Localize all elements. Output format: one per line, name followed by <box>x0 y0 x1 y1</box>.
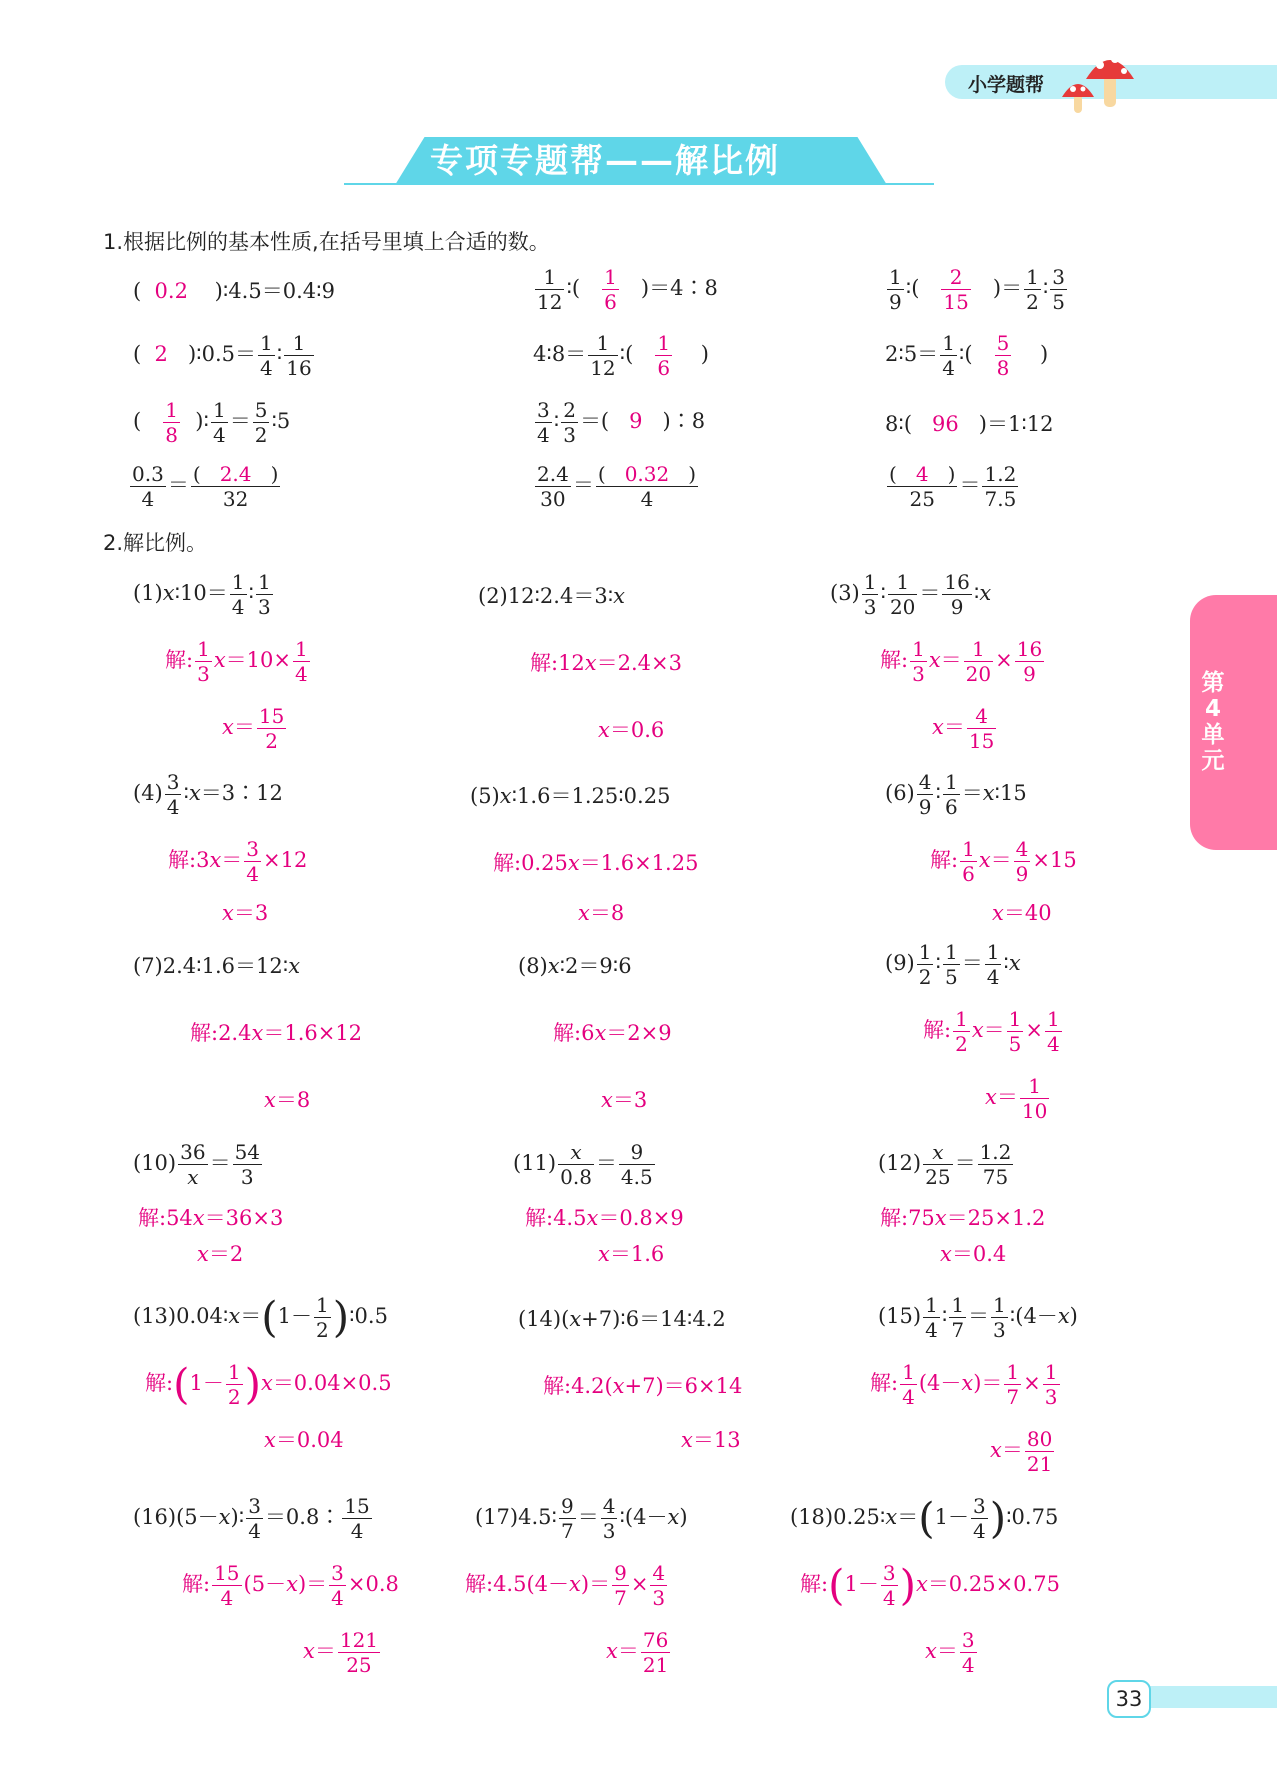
solution-answer: x＝8 <box>264 1088 311 1112</box>
solution-answer: x＝ $\frac{76}{21}$ <box>606 1628 669 1677</box>
solution-answer: x＝3 <box>222 901 269 925</box>
problem: (5)x∶1.6＝1.25∶0.25 <box>470 784 671 808</box>
mushroom-icon <box>1060 45 1140 115</box>
problem: (4) $\frac{3}{4}$ ∶x＝3∶12 <box>133 770 283 819</box>
q1-item: $\frac{2.4}{30}$ ＝ $\frac{( 0.32 )}{4}$ <box>537 462 697 511</box>
problem: (11) $\frac{x}{0.8}$ ＝ $\frac{9}{4.5}$ <box>513 1140 653 1189</box>
solution-step: 解: $\frac{1}{6}$ x＝ $\frac{4}{9}$ ×15 <box>930 837 1077 886</box>
q1-item: $\frac{3}{4}$ ∶ $\frac{2}{3}$ ＝( 9 )∶8 <box>537 398 706 447</box>
question-1-prompt: 1.根据比例的基本性质,在括号里填上合适的数。 <box>103 230 550 254</box>
unit-label: 第4单元 <box>1201 670 1225 774</box>
q1-item: $\frac{0.3}{4}$ ＝ $\frac{( 2.4 )}{32}$ <box>132 462 279 511</box>
solution-step: 解:(1－ $\frac{1}{2}$ )x＝0.04×0.5 <box>145 1359 392 1409</box>
problem: (16)(5－x)∶ $\frac{3}{4}$ ＝0.8∶ $\frac{15}{4}$ <box>133 1494 370 1543</box>
solution-step: 解:12x＝2.4×3 <box>530 651 682 675</box>
solution-answer: x＝ $\frac{15}{2}$ <box>222 704 285 753</box>
solution-step: 解:54x＝36×3 <box>138 1206 284 1230</box>
solution-step: 解:0.25x＝1.6×1.25 <box>493 851 699 875</box>
problem: (3) $\frac{1}{3}$ ∶ $\frac{1}{20}$ ＝ $\frac{16}{9}$ ∶x <box>830 570 992 619</box>
problem: (17)4.5∶ $\frac{9}{7}$ ＝ $\frac{4}{3}$ ∶(4－x) <box>475 1494 688 1543</box>
page-title: 专项专题帮——解比例 <box>430 141 780 180</box>
solution-step: 解:6x＝2×9 <box>553 1021 672 1045</box>
solution-answer: x＝1.6 <box>598 1242 665 1266</box>
problem: (2)12∶2.4＝3∶x <box>478 584 626 608</box>
solution-step: 解: $\frac{15}{4}$ (5－x)＝ $\frac{3}{4}$ ×0.8 <box>182 1561 399 1610</box>
solution-answer: x＝0.4 <box>940 1242 1007 1266</box>
problem: (18)0.25∶x＝(1－ $\frac{3}{4}$ )∶0.75 <box>790 1493 1059 1543</box>
solution-answer: x＝40 <box>992 901 1052 925</box>
solution-step: 解: $\frac{1}{3}$ x＝ $\frac{1}{20}$ × $\frac{16}{9}$ <box>880 637 1043 686</box>
problem: (10) $\frac{36}{x}$ ＝ $\frac{54}{3}$ <box>133 1140 261 1189</box>
q1-item: $\frac{( 4 )}{25}$ ＝ $\frac{1.2}{7.5}$ <box>889 462 1017 511</box>
solution-answer: x＝ $\frac{4}{15}$ <box>932 704 995 753</box>
problem: (9) $\frac{1}{2}$ ∶ $\frac{1}{5}$ ＝ $\frac{1}{4}$ ∶x <box>885 940 1021 989</box>
solution-step: 解: $\frac{1}{2}$ x＝ $\frac{1}{5}$ × $\frac{1}{4}$ <box>923 1007 1060 1056</box>
solution-answer: x＝0.04 <box>264 1428 344 1452</box>
solution-step: 解:(1－ $\frac{3}{4}$ )x＝0.25×0.75 <box>800 1560 1060 1610</box>
brand-label: 小学题帮 <box>968 74 1045 96</box>
solution-answer: x＝0.6 <box>598 718 665 742</box>
q1-item: ( $\frac{1}{8}$ )∶ $\frac{1}{4}$ ＝ $\frac{5}{2}$ ∶5 <box>133 398 291 447</box>
solution-step: 解:4.5(4－x)＝ $\frac{9}{7}$ × $\frac{4}{3}$ <box>465 1561 666 1610</box>
solution-step: 解:75x＝25×1.2 <box>880 1206 1046 1230</box>
solution-answer: x＝2 <box>197 1242 244 1266</box>
problem: (15) $\frac{1}{4}$ ∶ $\frac{1}{7}$ ＝ $\frac{1}{3}$ ∶(4－x) <box>878 1293 1078 1342</box>
page-number: 33 <box>1107 1680 1151 1718</box>
solution-step: 解: $\frac{1}{4}$ (4－x)＝ $\frac{1}{7}$ × $\frac{1}{3}$ <box>870 1360 1058 1409</box>
solution-step: 解:4.5x＝0.8×9 <box>525 1206 684 1230</box>
solution-step: 解: $\frac{1}{3}$ x＝10× $\frac{1}{4}$ <box>165 637 308 686</box>
q1-item: 2∶5＝ $\frac{1}{4}$ ∶( $\frac{5}{8}$ ) <box>885 331 1049 380</box>
problem: (14)(x+7)∶6＝14∶4.2 <box>518 1307 726 1331</box>
solution-step: 解:3x＝ $\frac{3}{4}$ ×12 <box>168 837 308 886</box>
question-2-prompt: 2.解比例。 <box>103 531 208 555</box>
solution-answer: x＝ $\frac{121}{25}$ <box>303 1628 379 1677</box>
q1-item: $\frac{1}{12}$ ∶( $\frac{1}{6}$ )＝4∶8 <box>537 265 718 314</box>
solution-answer: x＝8 <box>578 901 625 925</box>
q1-item: ( 2 )∶0.5＝ $\frac{1}{4}$ ∶ $\frac{1}{16}$ <box>133 331 312 380</box>
q1-item: ( 0.2 )∶4.5＝0.4∶9 <box>133 279 335 303</box>
solution-answer: x＝ $\frac{80}{21}$ <box>990 1427 1053 1476</box>
problem: (7)2.4∶1.6＝12∶x <box>133 954 301 978</box>
q1-item: $\frac{1}{9}$ ∶( $\frac{2}{15}$ )＝ $\frac{1}{2}$ ∶ $\frac{3}{5}$ <box>889 265 1066 314</box>
solution-answer: x＝3 <box>601 1088 648 1112</box>
solution-step: 解:2.4x＝1.6×12 <box>190 1021 363 1045</box>
solution-answer: x＝ $\frac{3}{4}$ <box>925 1628 975 1677</box>
problem: (13)0.04∶x＝(1－ $\frac{1}{2}$ )∶0.5 <box>133 1292 388 1342</box>
problem: (8)x∶2＝9∶6 <box>518 954 632 978</box>
problem: (1)x∶10＝ $\frac{1}{4}$ ∶ $\frac{1}{3}$ <box>133 570 271 619</box>
q1-item: 4∶8＝ $\frac{1}{12}$ ∶( $\frac{1}{6}$ ) <box>533 331 709 380</box>
solution-answer: x＝13 <box>681 1428 741 1452</box>
problem: (6) $\frac{4}{9}$ ∶ $\frac{1}{6}$ ＝x∶15 <box>885 770 1027 819</box>
solution-answer: x＝ $\frac{1}{10}$ <box>985 1074 1048 1123</box>
problem: (12) $\frac{x}{25}$ ＝ $\frac{1.2}{75}$ <box>878 1140 1012 1189</box>
solution-step: 解:4.2(x+7)＝6×14 <box>543 1374 743 1398</box>
q1-item: 8∶( 96 )＝1∶12 <box>885 412 1054 436</box>
